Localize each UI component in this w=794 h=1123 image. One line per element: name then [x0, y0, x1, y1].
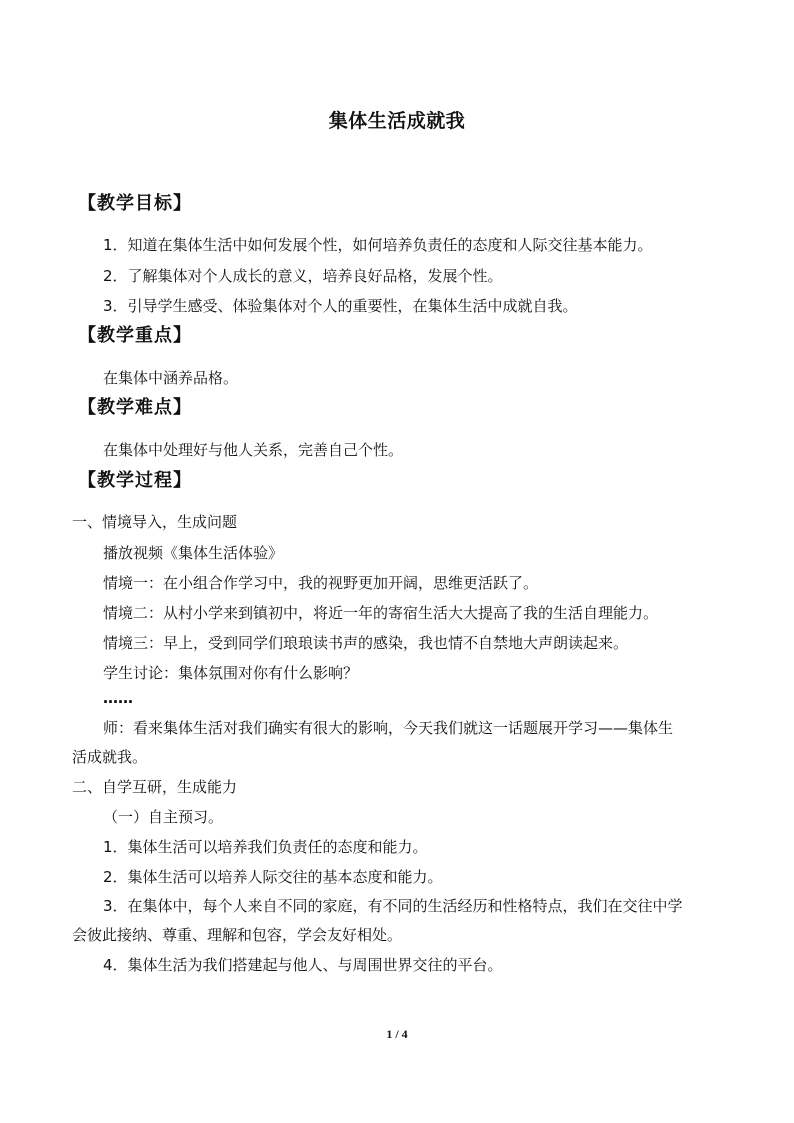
objective-item-1: 1．知道在集体生活中如何发展个性，如何培养负责任的态度和人际交往基本能力。	[103, 236, 653, 254]
process-part1-line: 播放视频《集体生活体验》	[103, 544, 284, 562]
process-part2-title: 二、自学互研，生成能力	[72, 778, 238, 796]
process-part2-line: 4．集体生活为我们搭建起与他人、与周围世界交往的平台。	[103, 956, 503, 974]
section-heading-objectives: 【教学目标】	[78, 193, 192, 214]
key-points-text: 在集体中涵养品格。	[103, 369, 239, 387]
process-part2-subtitle: （一）自主预习。	[103, 808, 224, 826]
page-number: 1 / 4	[386, 1027, 408, 1041]
process-part1-line: 情境三：早上，受到同学们琅琅读书声的感染，我也情不自禁地大声朗读起来。	[103, 634, 629, 652]
process-part1-line: 情境二：从村小学来到镇初中，将近一年的寄宿生活大大提高了我的生活自理能力。	[103, 604, 659, 622]
objective-item-3: 3．引导学生感受、体验集体对个人的重要性，在集体生活中成就自我。	[103, 297, 578, 315]
objective-item-2: 2．了解集体对个人成长的意义，培养良好品格，发展个性。	[103, 267, 503, 285]
section-heading-process: 【教学过程】	[78, 470, 192, 491]
process-part2-line: 2．集体生活可以培养人际交往的基本态度和能力。	[103, 868, 443, 886]
difficulties-text: 在集体中处理好与他人关系，完善自己个性。	[103, 441, 404, 459]
process-part2-line: 1．集体生活可以培养我们负责任的态度和能力。	[103, 838, 428, 856]
process-part1-title: 一、情境导入，生成问题	[72, 513, 238, 531]
process-part2-line: 会彼此接纳、尊重、理解和包容，学会友好相处。	[72, 926, 403, 944]
process-part1-ellipsis: ……	[103, 689, 133, 707]
section-heading-key-points: 【教学重点】	[78, 325, 192, 346]
process-part1-line: 师：看来集体生活对我们确实有很大的影响，今天我们就这一话题展开学习——集体生	[103, 719, 674, 737]
process-part1-line: 学生讨论：集体氛围对你有什么影响？	[103, 664, 359, 682]
document-title: 集体生活成就我	[328, 110, 466, 132]
section-heading-difficulties: 【教学难点】	[78, 397, 192, 418]
process-part1-line: 情境一：在小组合作学习中，我的视野更加开阔，思维更活跃了。	[103, 574, 539, 592]
process-part1-line: 活成就我。	[72, 748, 148, 766]
process-part2-line: 3．在集体中，每个人来自不同的家庭，有不同的生活经历和性格特点，我们在交往中学	[103, 897, 683, 915]
